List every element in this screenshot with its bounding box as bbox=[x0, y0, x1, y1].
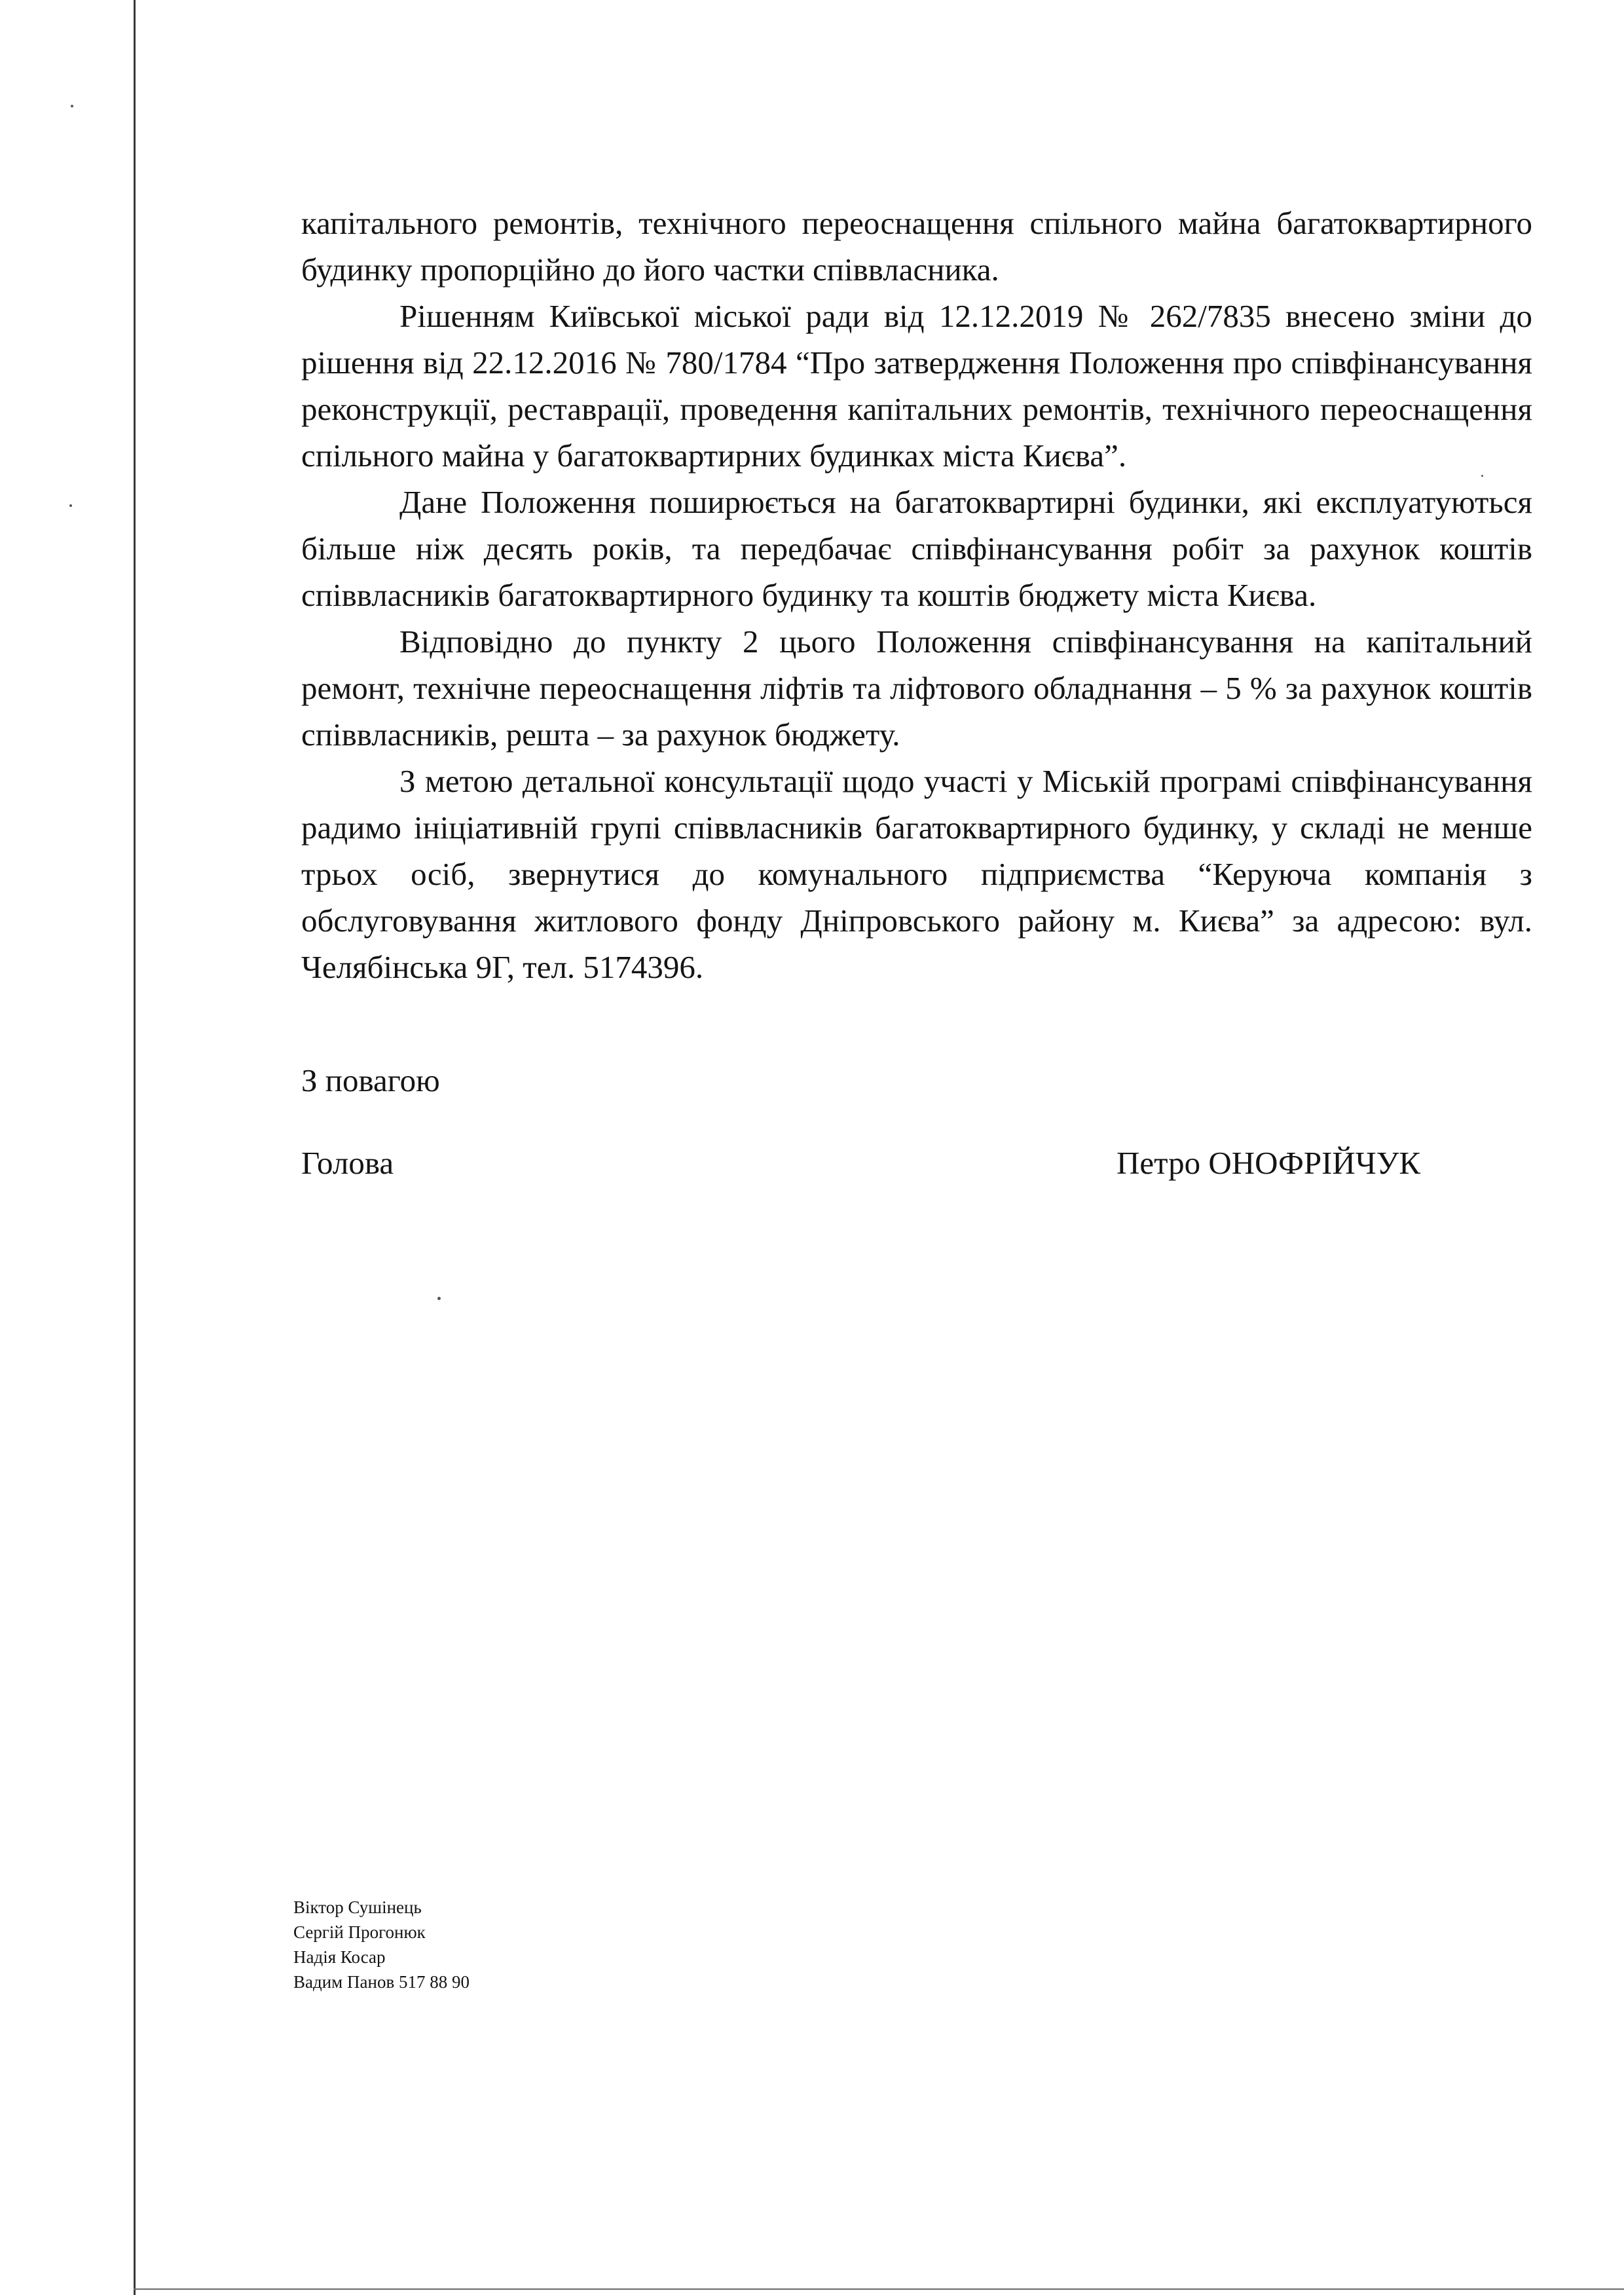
paragraph-scope: Дане Положення поширюється на багатоквартирні будинки, які експлуатуються більше ніж десять років, та передбачає співфінансування робіт за рахунок коштів співвласників багатоквартирного будинку та коштів бюджету міста Києва. bbox=[301, 484, 1532, 613]
letter-body bbox=[301, 200, 1532, 990]
executor-name: Вадим Панов 517 88 90 bbox=[293, 1972, 470, 1992]
paragraph-consultation: З метою детальної консультації щодо участі у Міській програмі співфінансування радимо ініціативній групі співвласників багатоквартирного будинку, у складі не менше трьох осіб, звернутися до комунального підприємства “Керуюча компанія з обслуговування житлового фонду Дніпровського району м. Києва” за адресою: вул. Челябінська 9Г, тел. 5174396. bbox=[301, 763, 1532, 985]
executor-name: Віктор Сушінець bbox=[293, 1897, 422, 1917]
scan-speck bbox=[69, 504, 72, 507]
closing-greeting: З повагою bbox=[301, 1062, 440, 1098]
scan-speck bbox=[437, 1297, 441, 1300]
paragraph-funding: Відповідно до пункту 2 цього Положення співфінансування на капітальний ремонт, технічне переоснащення ліфтів та ліфтового обладнання – 5 % за рахунок коштів співвласників, решта – за рахунок бюджету. bbox=[301, 624, 1532, 753]
paragraph-continuation: капітального ремонтів, технічного переоснащення спільного майна багатоквартирного будинку пропорційно до його частки співвласника. bbox=[301, 205, 1532, 288]
signatory-name: Петро ОНОФРІЙЧУК bbox=[1116, 1145, 1421, 1181]
executors-block bbox=[293, 1895, 470, 1994]
scan-bottom-edge bbox=[134, 2288, 1624, 2290]
executor-name: Сергій Прогонюк bbox=[293, 1922, 426, 1942]
paragraph-decision: Рішенням Київської міської ради від 12.12.2019 № 262/7835 внесено зміни до рішення від 22.12.2016 № 780/1784 “Про затвердження Положення про співфінансування реконструкції, реставрації, проведення капітальних ремонтів, технічного переоснащення спільного майна у багатоквартирних будинках міста Києва”. bbox=[301, 298, 1532, 474]
signature-position: Голова bbox=[301, 1145, 394, 1181]
executor-name: Надія Косар bbox=[293, 1947, 386, 1967]
binding-margin-line bbox=[134, 0, 136, 2295]
scan-speck bbox=[71, 105, 73, 107]
